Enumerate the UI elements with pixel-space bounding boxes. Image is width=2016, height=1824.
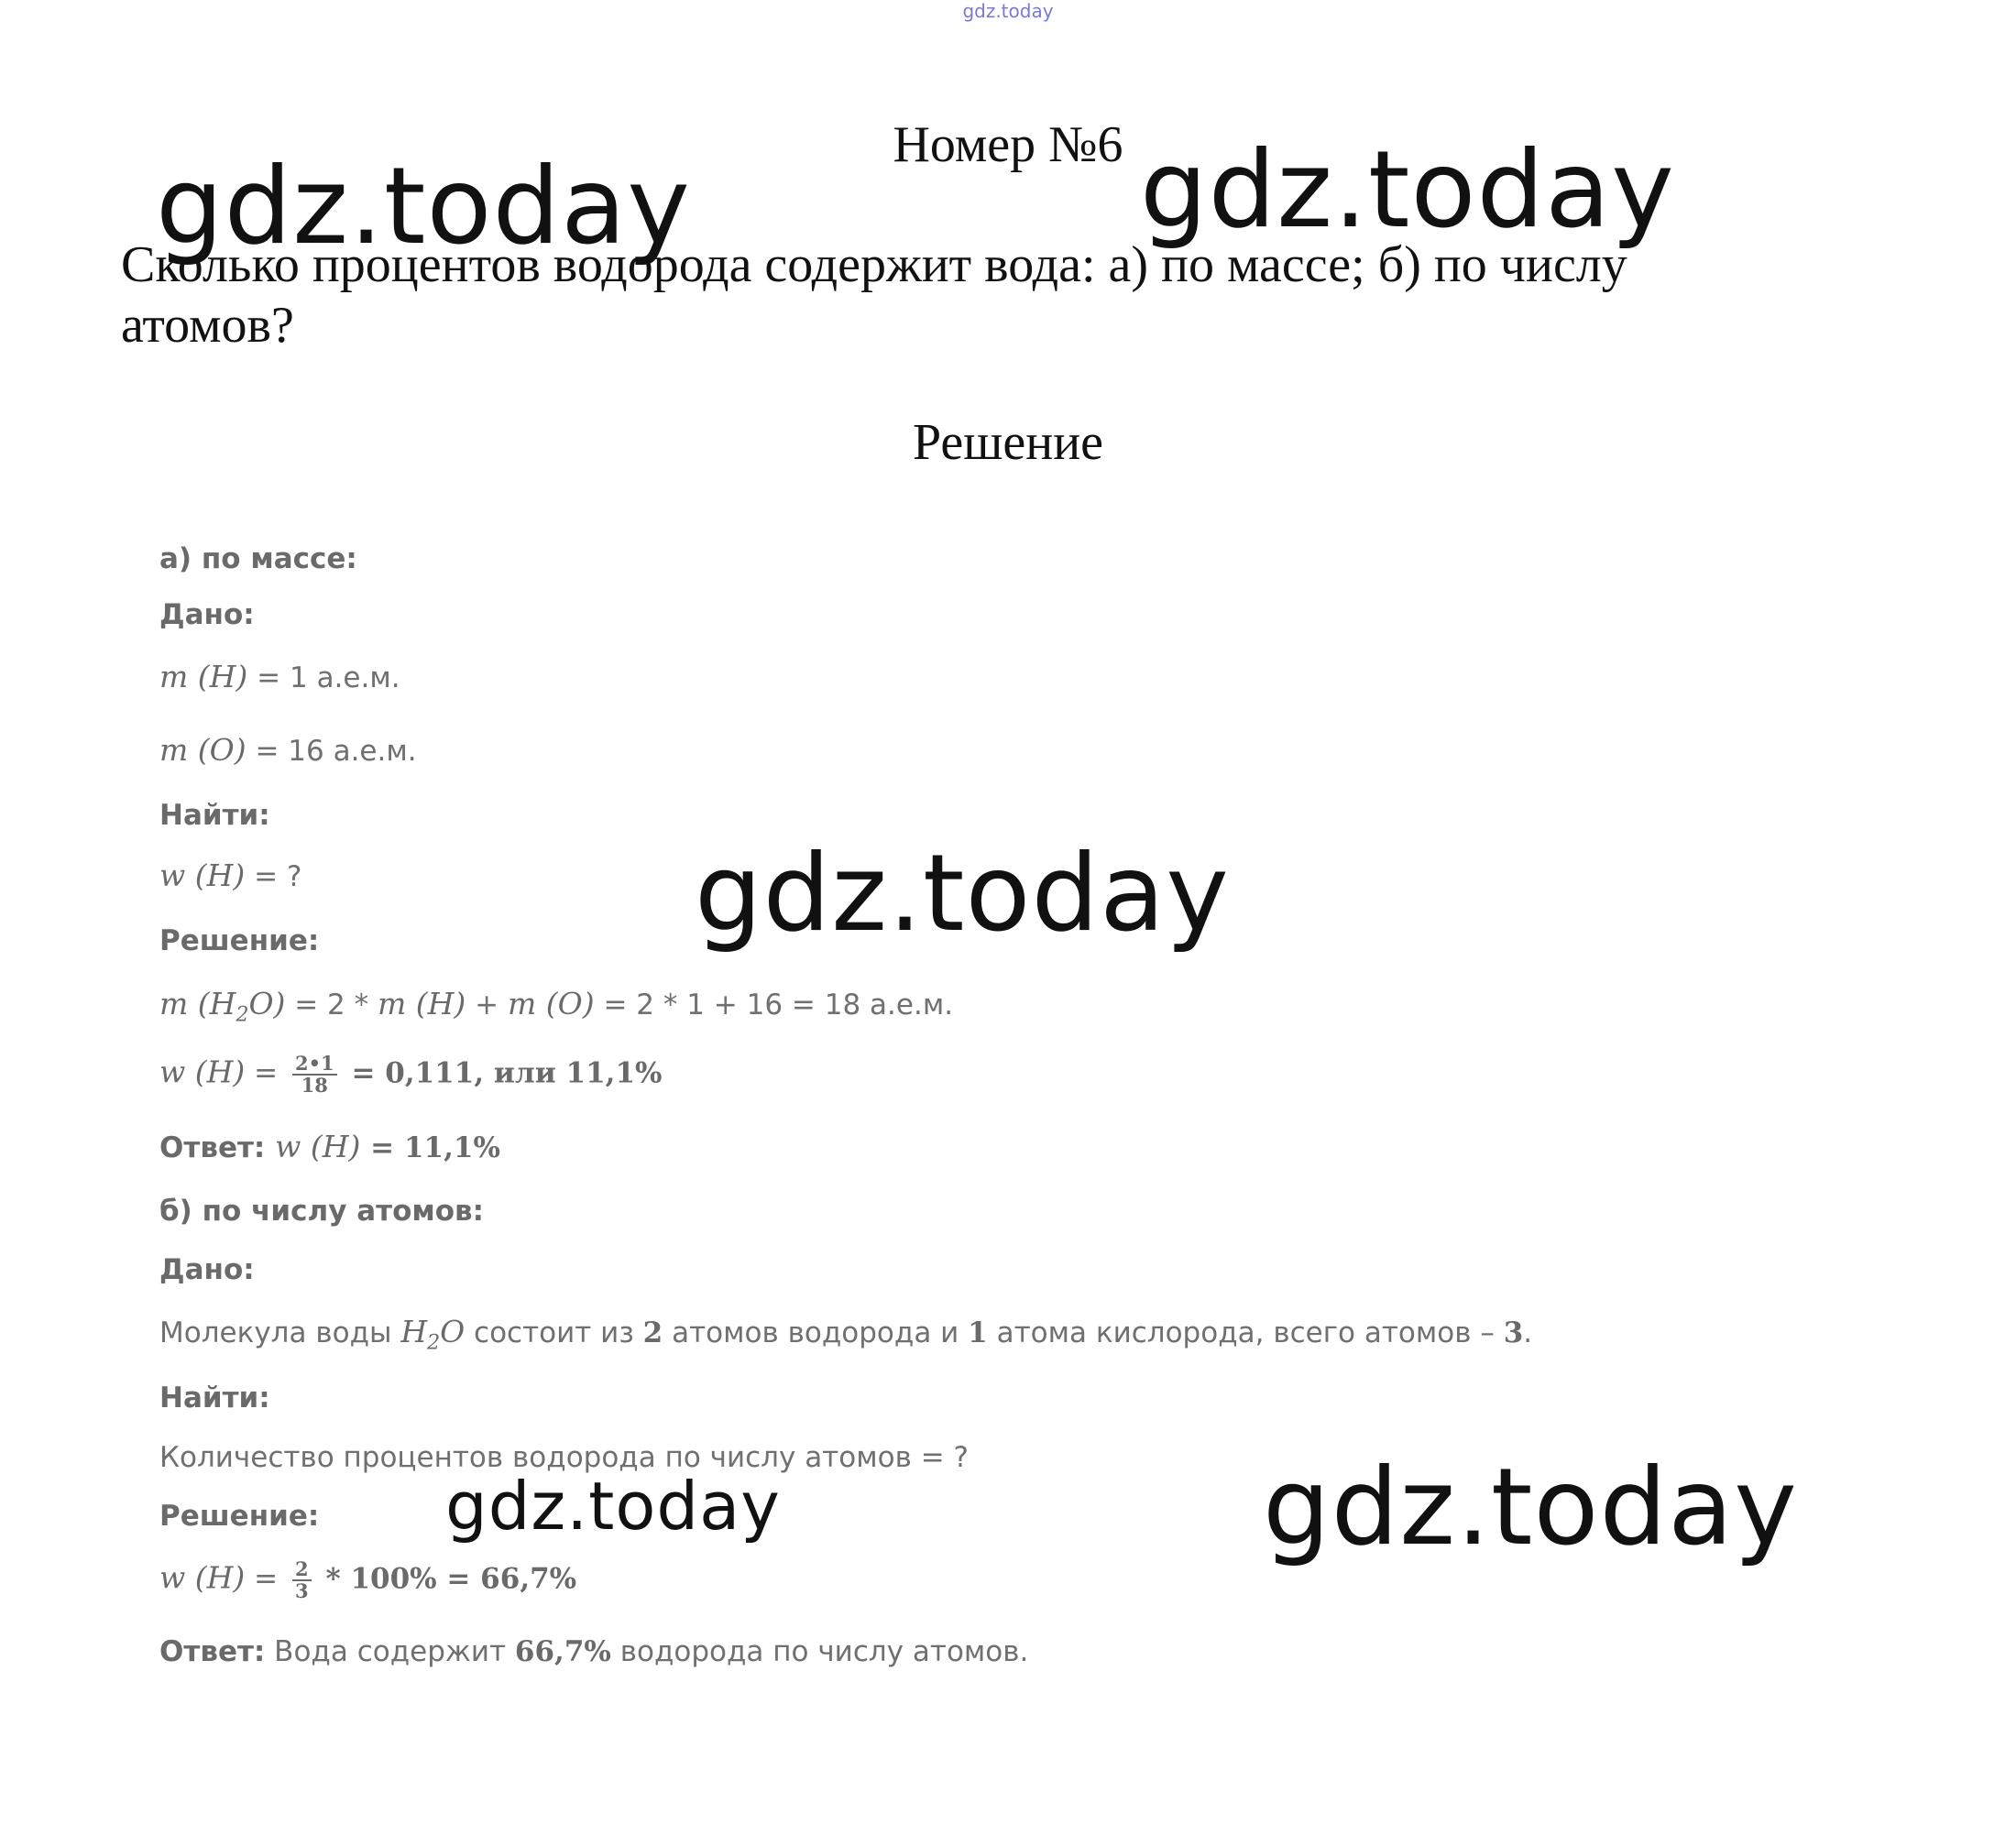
part-b-given-label: Дано: [159, 1253, 255, 1286]
part-b-answer: Ответ: Вода содержит 66,7% водорода по числу атомов. [159, 1635, 1029, 1668]
part-b-find-label: Найти: [159, 1382, 270, 1414]
part-b-calc-fraction: w (H) = $\frac{2}{3}$ * 100% = 66,7% [159, 1557, 577, 1602]
part-a-calc-fraction: w (H) = $\frac{2•1}{18}$ = 0,111, или 11,1% [159, 1052, 663, 1097]
question-line-2: атомов? [121, 297, 294, 354]
part-b-solution-label: Решение: [159, 1500, 320, 1533]
formula-h2o: $H_2O$ [400, 1314, 466, 1355]
watermark-5: gdz.today [1263, 1446, 1798, 1569]
fraction-a: $\frac{2•1}{18}$ [292, 1054, 337, 1096]
watermark-3: gdz.today [695, 832, 1230, 956]
formula-m-h: m (H) [159, 659, 248, 694]
watermark-1: gdz.today [156, 145, 691, 268]
part-b-heading: б) по числу атомов: [159, 1195, 485, 1228]
fraction-b: $\frac{2}{3}$ [292, 1559, 312, 1601]
part-a-heading: а) по массе: [159, 542, 357, 575]
watermark-4: gdz.today [445, 1468, 781, 1545]
question-line-1: Сколько процентов водорода содержит вода: а) по массе; б) по числу [121, 236, 1627, 293]
part-b-find-text: Количество процентов водорода по числу атомов = ? [159, 1441, 969, 1474]
watermark-2: gdz.today [1140, 128, 1675, 252]
part-a-given-hydrogen: m (H) = 1 а.е.м. [159, 659, 400, 694]
part-a-find-label: Найти: [159, 799, 270, 832]
part-a-given-label: Дано: [159, 598, 255, 631]
part-b-given-text: Молекула воды $H_2O$ состоит из 2 атомов водорода и 1 атома кислорода, всего атомов – 3. [159, 1314, 1533, 1355]
part-a-find: w (H) = ? [159, 857, 302, 893]
formula-m-o: m (O) [159, 732, 247, 768]
part-a-answer: Ответ: w (H) = 11,1% [159, 1129, 500, 1164]
task-title: Номер №6 [893, 116, 1123, 173]
formula-w-h: w (H) [159, 857, 246, 893]
site-mark: gdz.today [962, 0, 1054, 22]
formula-m-h2o: m $(H_2O)$ [159, 986, 286, 1027]
part-a-given-oxygen: m (O) = 16 а.е.м. [159, 732, 417, 768]
part-a-calc-molar-mass: m $(H_2O) = 2 * m$ (H) + m (O) = 2 * 1 + 16 = 18 а.е.м. [159, 986, 954, 1027]
part-a-solution-label: Решение: [159, 924, 320, 957]
solution-heading: Решение [912, 414, 1104, 471]
